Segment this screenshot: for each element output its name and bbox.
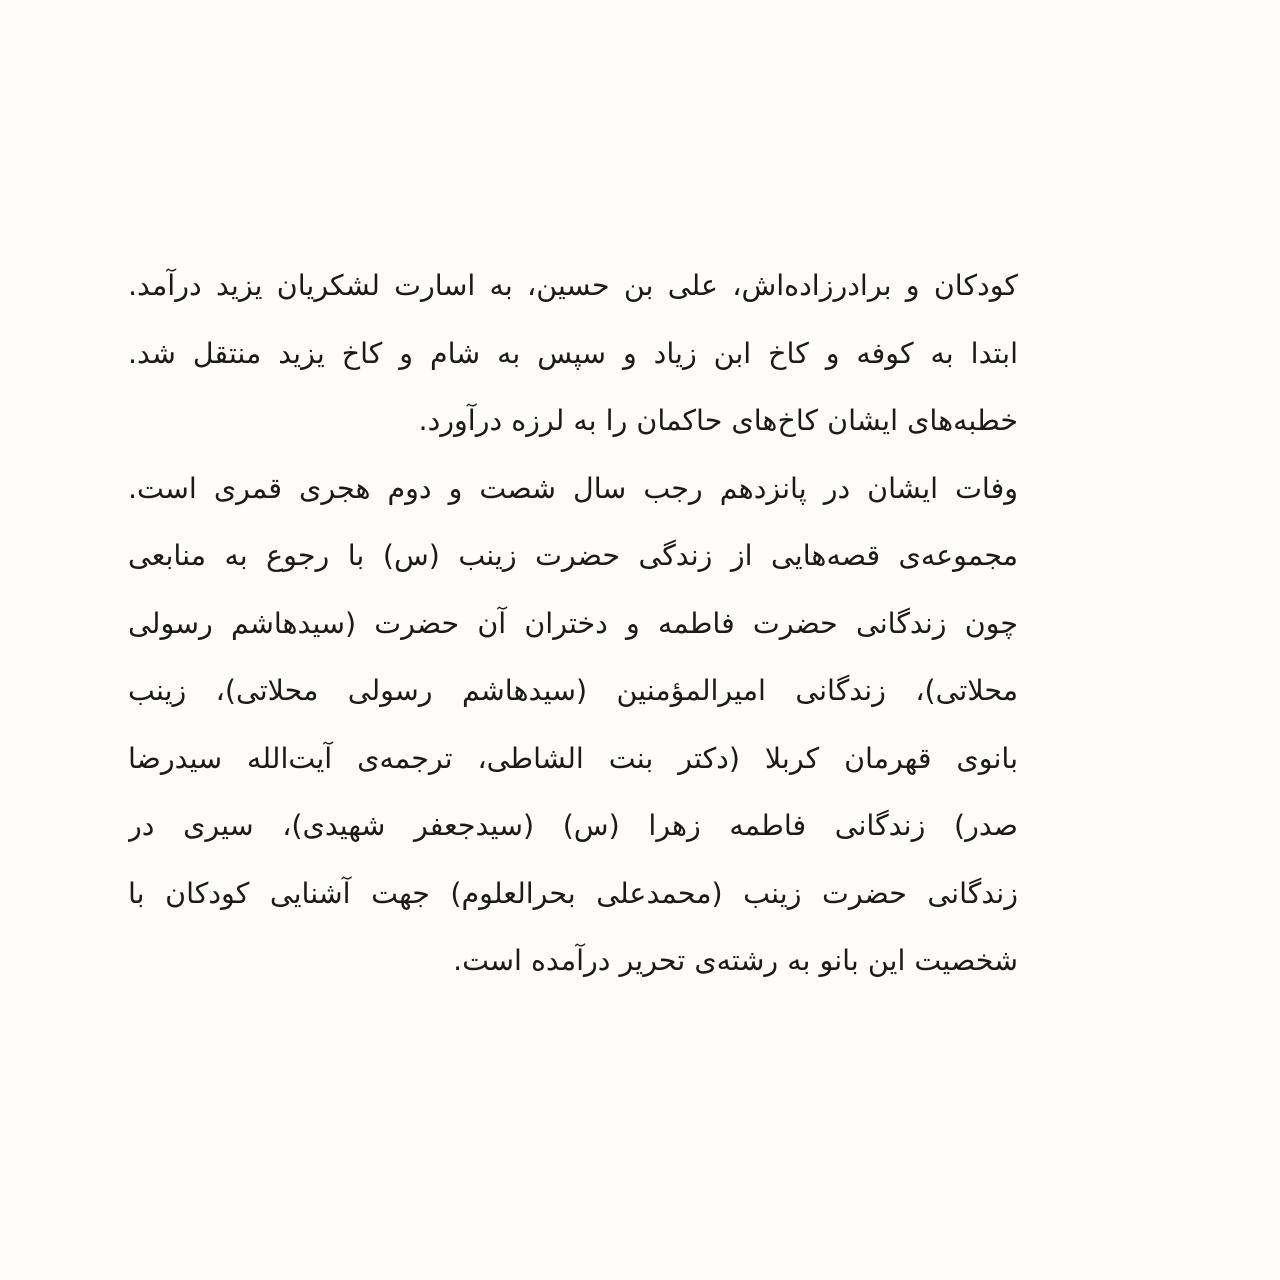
- text-line: صدر) زندگانی فاطمه زهرا (س) (سیدجعفر شهیدی)، سیری در: [128, 809, 1018, 842]
- text-line: شخصیت این بانو به رشته‌ی تحریر درآمده است.: [453, 944, 1018, 977]
- text-line: بانوی قهرمان کربلا (دکتر بنت الشاطی، ترجمه‌ی آیت‌الله سیدرضا: [128, 741, 1018, 775]
- body-text: [128, 252, 1018, 995]
- text-line: ابتدا به کوفه و کاخ ابن زیاد و سپس به شام و کاخ یزید منتقل شد.: [128, 336, 1018, 370]
- text-line: چون زندگانی حضرت فاطمه و دختران آن حضرت (سیدهاشم رسولی: [128, 606, 1018, 640]
- text-line: کودکان و برادرزاده‌اش، علی بن حسین، به اسارت لشکریان یزید درآمد.: [128, 269, 1018, 302]
- text-line: مجموعه‌ی قصه‌هایی از زندگی حضرت زینب (س) با رجوع به منابعی: [128, 539, 1018, 572]
- text-line: محلاتی)، زندگانی امیرالمؤمنین (سیدهاشم رسولی محلاتی)، زینب: [128, 674, 1018, 707]
- text-line: وفات ایشان در پانزدهم رجب سال شصت و دوم هجری قمری است.: [128, 471, 1018, 505]
- text-line: خطبه‌های ایشان کاخ‌های حاکمان را به لرزه درآورد.: [418, 404, 1018, 437]
- text-line: زندگانی حضرت زینب (محمدعلی بحرالعلوم) جهت آشنایی کودکان با: [128, 876, 1018, 910]
